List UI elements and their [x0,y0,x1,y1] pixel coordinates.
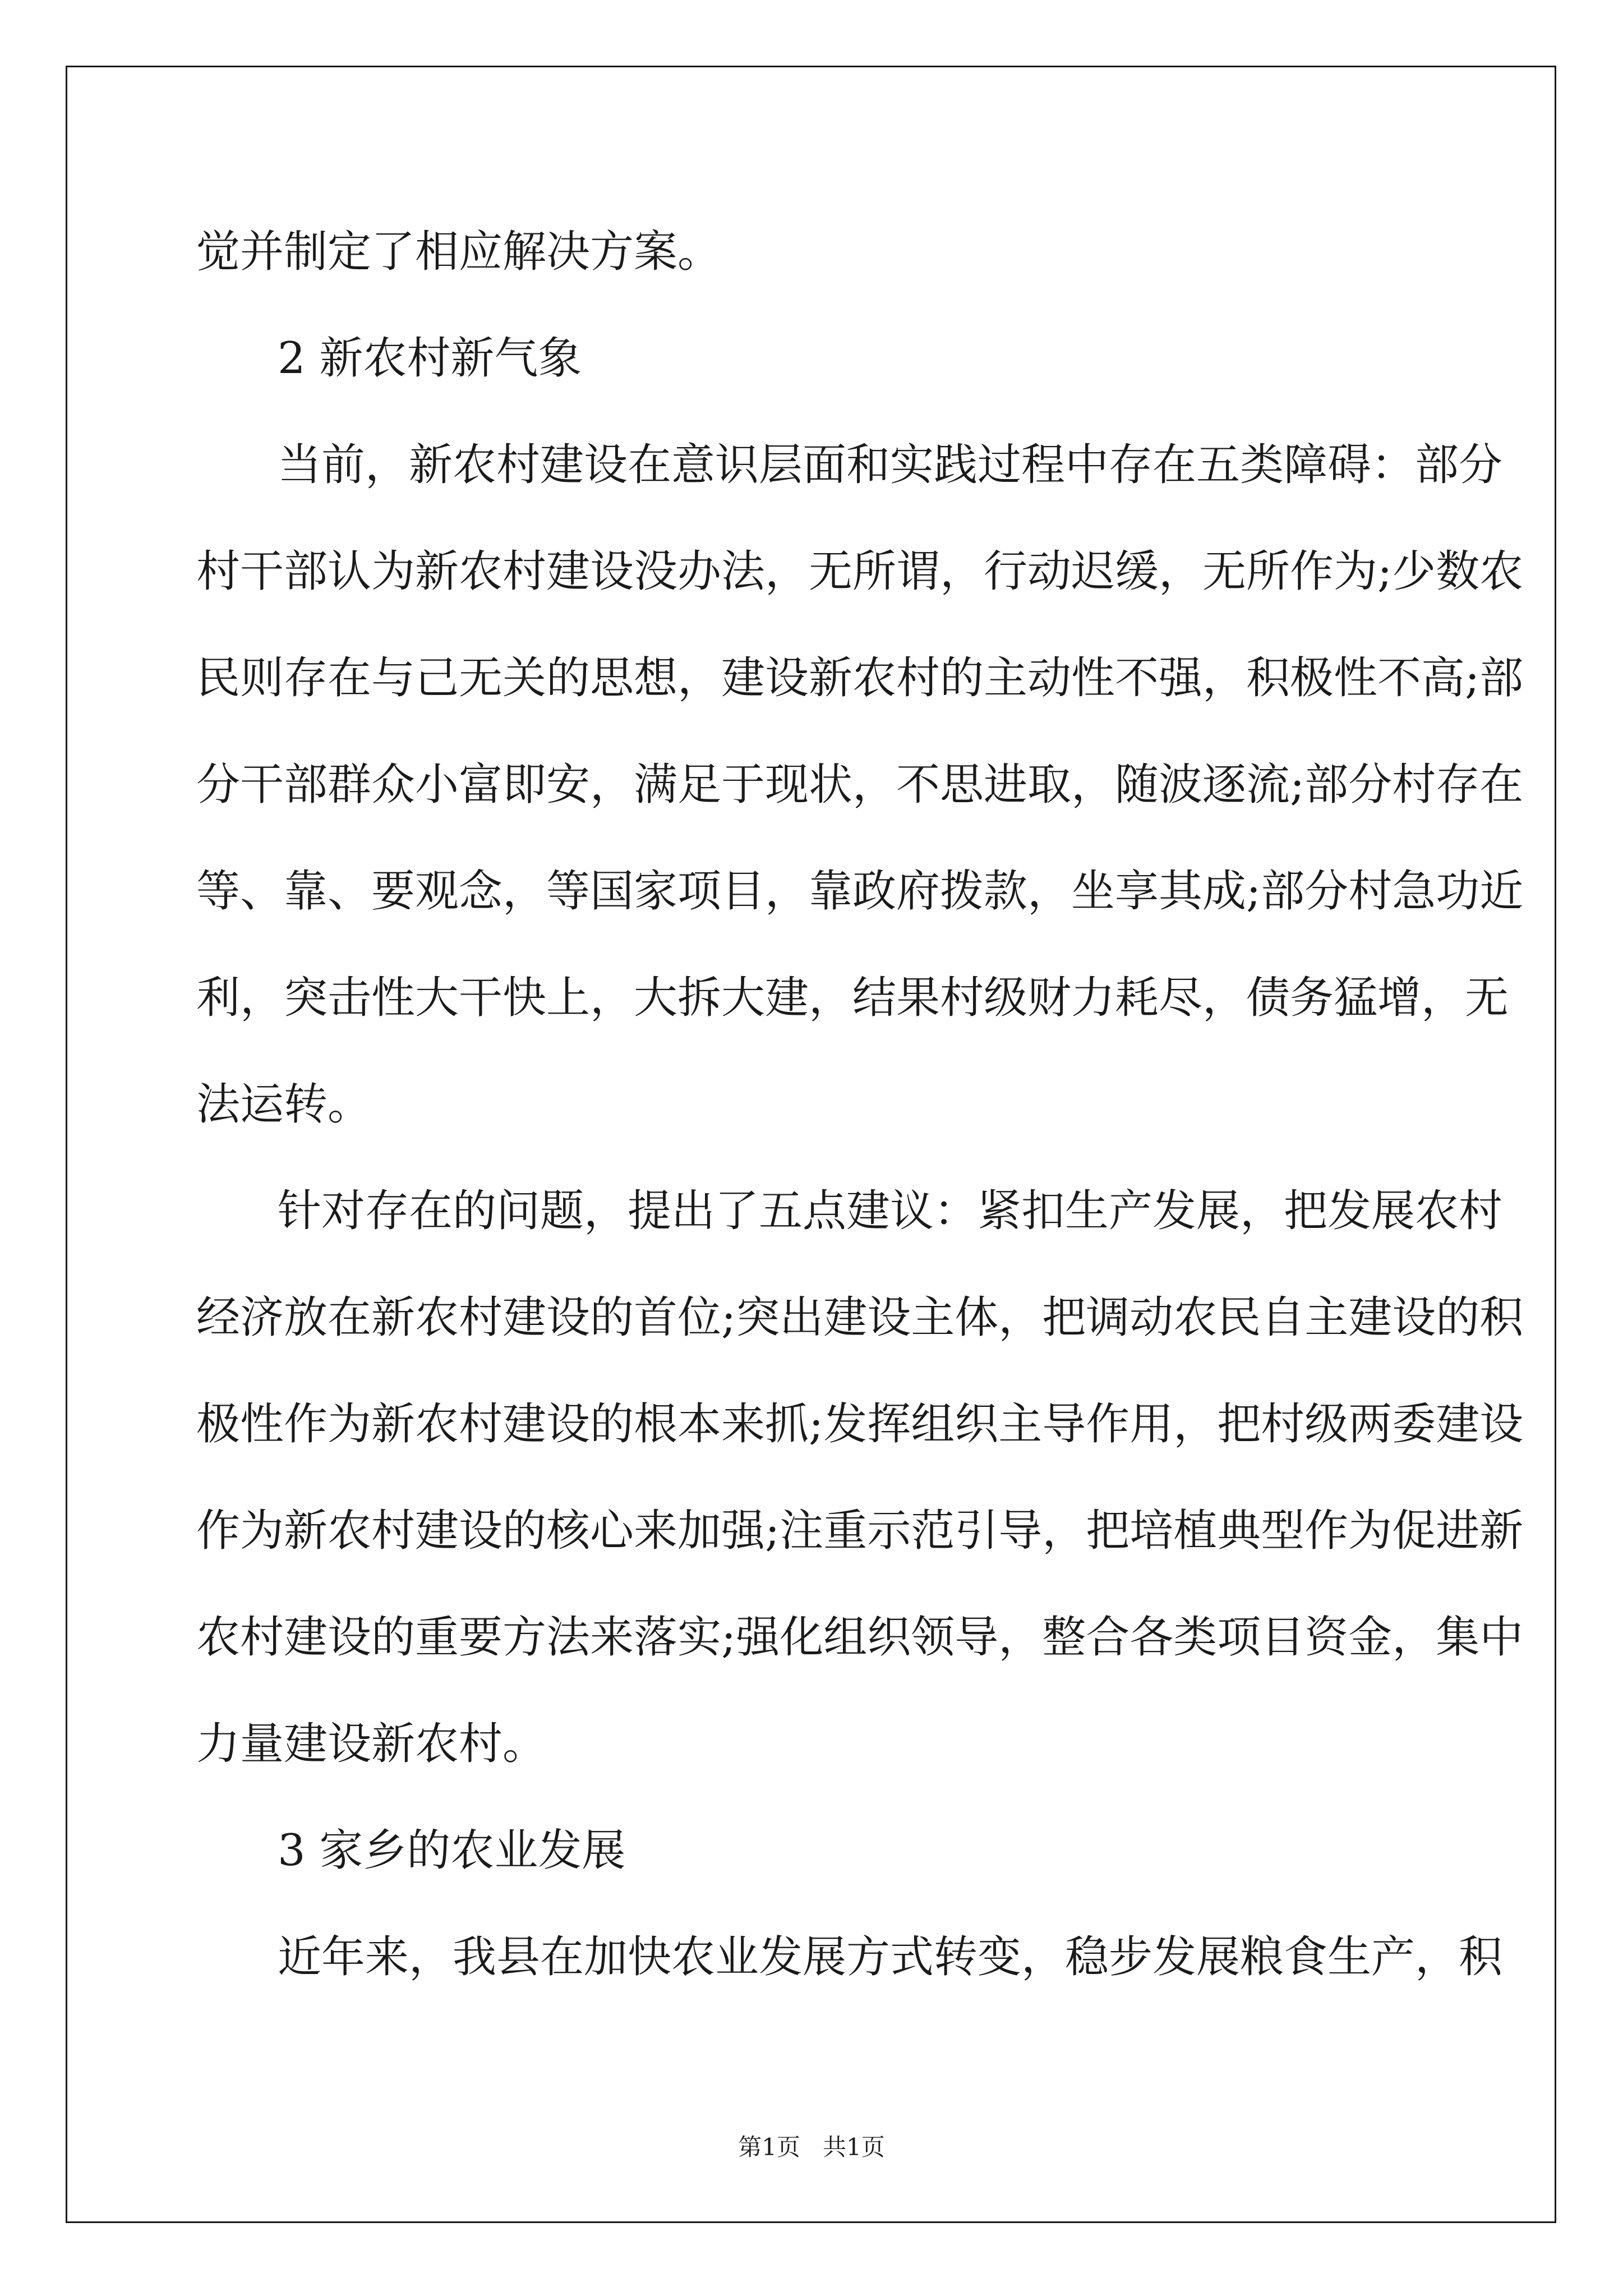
text-line: 极性作为新农村建设的根本来抓;发挥组织主导作用，把村级两委建设 [196,1399,1524,1450]
text-line: 当前，新农村建设在意识层面和实践过程中存在五类障碍：部分 [278,440,1503,490]
text-line: 农村建设的重要方法来落实;强化组织领导，整合各类项目资金，集中 [196,1612,1524,1663]
text-line: 分干部群众小富即安，满足于现状，不思进取，随波逐流;部分村存在 [196,760,1524,810]
text-line: 村干部认为新农村建设没办法，无所谓，行动迟缓，无所作为;少数农 [196,546,1524,597]
text-line: 作为新农村建设的核心来加强;注重示范引导，把培植典型作为促进新 [196,1506,1524,1556]
section-heading: 2 新农村新气象 [278,333,582,384]
page-border [66,66,1556,2223]
text-line: 觉并制定了相应解决方案。 [196,227,722,277]
text-line: 法运转。 [196,1079,372,1130]
text-line: 利，突击性大干快上，大拆大建，结果村级财力耗尽，债务猛增，无 [196,973,1509,1023]
text-line: 针对存在的问题，提出了五点建议：紧扣生产发展，把发展农村 [278,1186,1503,1236]
text-line: 近年来，我县在加快农业发展方式转变，稳步发展粮食生产，积 [278,1932,1503,1982]
text-line: 经济放在新农村建设的首位;突出建设主体，把调动农民自主建设的积 [196,1292,1524,1343]
page-footer: 第1页 共1页 [738,2133,885,2161]
text-line: 等、靠、要观念，等国家项目，靠政府拨款，坐享其成;部分村急功近 [196,866,1524,917]
text-line: 民则存在与己无关的思想，建设新农村的主动性不强，积极性不高;部 [196,653,1524,703]
section-heading: 3 家乡的农业发展 [278,1825,626,1876]
text-line: 力量建设新农村。 [196,1719,547,1769]
